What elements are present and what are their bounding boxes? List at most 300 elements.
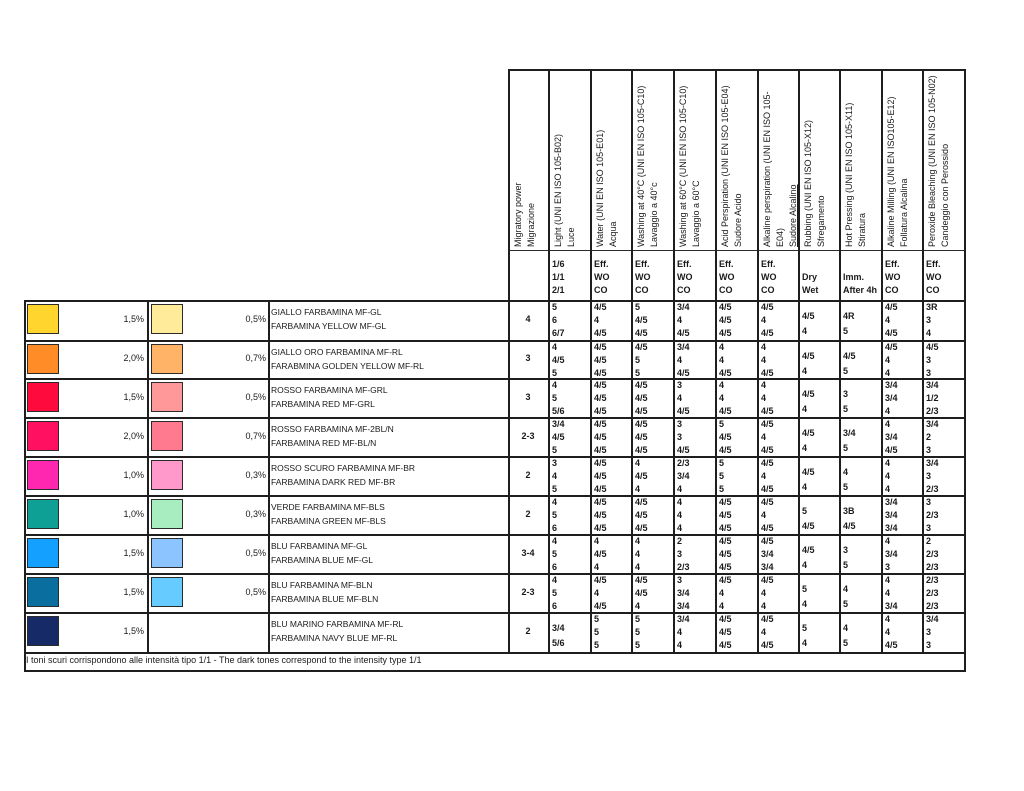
- rating-value: 4/5: [594, 471, 607, 481]
- subheader-label: CO: [677, 285, 691, 295]
- rating-value: 2/3: [926, 588, 939, 598]
- rating-value: 4/5: [594, 393, 607, 403]
- dark-tone-swatch: [27, 499, 59, 529]
- rating-cell: [885, 418, 898, 457]
- rating-value: 4/5: [635, 445, 648, 455]
- column-header: [843, 103, 869, 247]
- rating-value: 4: [761, 471, 767, 481]
- rating-value: 4/5: [677, 328, 690, 338]
- rating-cell: [594, 341, 607, 380]
- rating-value: 4/5: [719, 497, 732, 507]
- rating-cell: [843, 387, 848, 417]
- rating-value: 4/5: [761, 445, 774, 455]
- rating-value: 4: [594, 562, 600, 572]
- rating-value: 4/5: [802, 545, 815, 555]
- grid-line: [508, 69, 510, 300]
- rating-value: 5: [802, 506, 808, 516]
- rating-value: 3/4: [885, 510, 898, 520]
- rating-value: 4: [761, 355, 767, 365]
- rating-value: 3/4: [885, 549, 898, 559]
- dye-name: [271, 617, 403, 645]
- subheader-label: Eff.: [885, 259, 900, 269]
- rating-value: 5: [594, 627, 600, 637]
- column-header: [926, 75, 952, 247]
- dark-tone-percentage: 1,0%: [123, 508, 144, 519]
- subheader-label: 1/6: [552, 259, 565, 269]
- subheader-label: Imm.: [843, 272, 865, 282]
- rating-cell: [635, 301, 648, 340]
- column-header-line: Water (UNI EN ISO 105-E01): [595, 129, 605, 247]
- rating-value: 4: [552, 575, 558, 585]
- rating-value: 4: [677, 497, 683, 507]
- rating-cell: [885, 301, 898, 340]
- rating-cell: [552, 418, 565, 457]
- rating-value: 3R: [926, 302, 938, 312]
- rating-value: 4/5: [719, 302, 732, 312]
- rating-value: 4/5: [719, 368, 732, 378]
- rating-cell: [552, 574, 557, 613]
- rating-value: 2/3: [926, 575, 939, 585]
- rating-cell: [761, 418, 774, 457]
- rating-value: 4: [885, 458, 891, 468]
- dark-tone-swatch: [27, 382, 59, 412]
- footnote: I toni scuri corrispondono alle intensità tipo 1/1 - The dark tones correspond to the intensity type 1/1: [26, 655, 422, 665]
- column-header-line: Follatura Alcalina: [899, 178, 909, 247]
- rating-value: 4: [635, 549, 641, 559]
- rating-cell: [635, 613, 640, 652]
- dark-tone-percentage: 2,0%: [123, 430, 144, 441]
- rating-value: 4/5: [761, 640, 774, 650]
- rating-value: 4: [677, 640, 683, 650]
- rating-value: 3/4: [677, 588, 690, 598]
- rating-cell: [552, 621, 565, 651]
- column-subheader: [843, 271, 877, 297]
- rating-value: 3: [926, 355, 932, 365]
- rating-value: 5/6: [552, 638, 565, 648]
- rating-value: 4/5: [552, 355, 565, 365]
- rating-value: 4/5: [719, 328, 732, 338]
- grid-line: [24, 652, 966, 654]
- rating-value: 4/5: [843, 521, 856, 531]
- rating-value: 3: [926, 627, 932, 637]
- rating-value: 4: [761, 601, 767, 611]
- dark-tone-swatch: [27, 616, 59, 646]
- rating-value: 5: [552, 393, 558, 403]
- rating-value: 4/5: [635, 510, 648, 520]
- rating-value: 5: [802, 623, 808, 633]
- column-header: [719, 85, 745, 247]
- rating-value: 3/4: [677, 471, 690, 481]
- dye-name-italian: BLU FARBAMINA MF-BLN: [271, 580, 373, 590]
- rating-value: 4: [677, 484, 683, 494]
- rating-value: 4: [552, 536, 558, 546]
- rating-value: 4: [761, 510, 767, 520]
- light-tone-percentage: 0,5%: [245, 314, 266, 324]
- rating-value: 4: [552, 497, 558, 507]
- rating-cell: [677, 496, 682, 535]
- rating-value: 4R: [843, 311, 855, 321]
- rating-value: 2/3: [926, 510, 939, 520]
- rating-value: 3/4: [677, 302, 690, 312]
- rating-cell: [761, 457, 774, 496]
- rating-value: 3: [926, 497, 932, 507]
- rating-value: 4: [761, 588, 767, 598]
- migration-value: 2: [525, 469, 531, 480]
- rating-value: 4/5: [594, 575, 607, 585]
- rating-cell: [677, 341, 690, 380]
- rating-value: 3: [885, 562, 891, 572]
- rating-cell: [719, 496, 732, 535]
- subheader-label: Eff.: [635, 259, 650, 269]
- dye-name-english: FARBAMINA NAVY BLUE MF-RL: [271, 633, 398, 643]
- dye-name-italian: GIALLO ORO FARBAMINA MF-RL: [271, 347, 403, 357]
- rating-cell: [926, 535, 939, 574]
- column-header-line: Rubbing (UNI EN ISO 105-X12): [803, 119, 813, 247]
- dye-name: [271, 345, 424, 373]
- light-tone-swatch: [151, 460, 183, 490]
- dye-name: [271, 461, 415, 489]
- rating-cell: [885, 379, 898, 418]
- rating-value: 5: [719, 471, 725, 481]
- grid-line: [508, 69, 966, 71]
- rating-value: 4: [761, 315, 767, 325]
- column-header: [552, 134, 578, 247]
- rating-value: 4/5: [802, 351, 815, 361]
- rating-value: 5: [594, 614, 600, 624]
- rating-cell: [677, 457, 690, 496]
- rating-value: 4: [552, 380, 558, 390]
- rating-value: 5: [552, 484, 558, 494]
- rating-value: 4: [802, 560, 808, 570]
- column-header-line: E04): [775, 227, 785, 247]
- rating-cell: [843, 349, 856, 379]
- column-header-line: Light (UNI EN ISO 105-B02): [553, 133, 563, 247]
- migration-value: 3-4: [521, 547, 535, 558]
- rating-value: 4: [677, 627, 683, 637]
- rating-value: 5: [843, 443, 849, 453]
- rating-cell: [761, 341, 774, 380]
- subheader-label: WO: [677, 272, 693, 282]
- rating-value: 4/5: [677, 445, 690, 455]
- dye-name: [271, 383, 388, 411]
- rating-value: 4/5: [761, 419, 774, 429]
- column-subheader: [719, 258, 735, 297]
- rating-value: 3/4: [843, 428, 856, 438]
- rating-value: 4: [552, 471, 558, 481]
- rating-value: 3/4: [926, 380, 939, 390]
- rating-value: 4/5: [719, 549, 732, 559]
- dye-name-italian: BLU MARINO FARBAMINA MF-RL: [271, 619, 404, 629]
- column-header-line: Alkaline perspiration (UNI EN ISO 105-: [762, 91, 772, 247]
- rating-value: 5: [843, 404, 849, 414]
- grid-line: [508, 250, 966, 251]
- rating-value: 6: [552, 562, 558, 572]
- rating-value: 4/5: [885, 640, 898, 650]
- dark-tone-percentage: 2,0%: [123, 353, 144, 363]
- rating-cell: [761, 496, 774, 535]
- rating-value: 4: [677, 315, 683, 325]
- dark-tone-swatch: [27, 460, 59, 490]
- migration-value: 2-3: [521, 430, 535, 441]
- column-header-line: Sfregamento: [816, 195, 826, 247]
- rating-value: 3/4: [885, 380, 898, 390]
- rating-cell: [552, 457, 557, 496]
- column-header-line: Migratory power: [513, 182, 523, 247]
- rating-value: 4/5: [761, 523, 774, 533]
- rating-value: 4: [635, 536, 641, 546]
- rating-value: 4/5: [843, 351, 856, 361]
- rating-value: 4/5: [594, 368, 607, 378]
- rating-value: 4/5: [594, 523, 607, 533]
- column-subheader: [802, 271, 818, 297]
- dye-name-english: FARBAMINA BLUE MF-BLN: [271, 594, 379, 604]
- subheader-label: CO: [761, 285, 775, 295]
- rating-value: 4/5: [594, 497, 607, 507]
- rating-value: 4: [719, 355, 725, 365]
- rating-value: 4/5: [635, 497, 648, 507]
- rating-value: 4/5: [594, 601, 607, 611]
- rating-value: 4: [885, 355, 891, 365]
- rating-cell: [761, 574, 774, 613]
- light-tone-percentage: 0,7%: [245, 353, 266, 363]
- grid-line: [757, 69, 759, 300]
- rating-value: 3: [552, 458, 558, 468]
- rating-value: 4: [802, 599, 808, 609]
- rating-value: 4/5: [719, 614, 732, 624]
- rating-value: 5: [843, 599, 849, 609]
- rating-value: 2/3: [926, 601, 939, 611]
- rating-value: 4/5: [761, 368, 774, 378]
- rating-value: 3/4: [885, 497, 898, 507]
- rating-value: 4/5: [719, 536, 732, 546]
- light-tone-swatch: [151, 577, 183, 607]
- rating-value: 5: [552, 302, 558, 312]
- rating-cell: [677, 379, 690, 418]
- rating-value: 4: [677, 510, 683, 520]
- rating-cell: [885, 457, 890, 496]
- dark-tone-swatch: [27, 304, 59, 334]
- column-header-line: Acqua: [608, 221, 618, 247]
- rating-cell: [926, 457, 939, 496]
- rating-value: 5/6: [552, 406, 565, 416]
- rating-cell: [635, 496, 648, 535]
- dye-name-italian: ROSSO FARBAMINA MF-GRL: [271, 385, 388, 395]
- grid-line: [715, 69, 717, 300]
- rating-value: 4/5: [719, 640, 732, 650]
- rating-value: 4/5: [761, 406, 774, 416]
- rating-value: 2/3: [926, 562, 939, 572]
- subheader-label: 1/1: [552, 272, 565, 282]
- rating-value: 4: [719, 393, 725, 403]
- rating-value: 3: [926, 368, 932, 378]
- light-tone-percentage: 0,3%: [245, 469, 266, 480]
- rating-value: 3: [677, 419, 683, 429]
- rating-cell: [926, 341, 939, 380]
- rating-value: 2/3: [926, 549, 939, 559]
- rating-value: 5: [552, 510, 558, 520]
- rating-value: 4: [802, 404, 808, 414]
- rating-value: 6: [552, 523, 558, 533]
- rating-value: 3/4: [926, 458, 939, 468]
- subheader-label: CO: [594, 285, 608, 295]
- rating-value: 4: [761, 380, 767, 390]
- rating-value: 6: [552, 315, 558, 325]
- rating-value: 4/5: [594, 419, 607, 429]
- rating-value: 2: [926, 536, 932, 546]
- column-header: [885, 96, 911, 247]
- rating-value: 4/5: [719, 627, 732, 637]
- rating-value: 4: [885, 406, 891, 416]
- rating-cell: [761, 379, 774, 418]
- light-tone-swatch: [151, 538, 183, 568]
- rating-value: 4/5: [719, 432, 732, 442]
- migration-value: 3: [525, 391, 531, 402]
- rating-value: 4/5: [719, 575, 732, 585]
- rating-value: 4/5: [594, 406, 607, 416]
- rating-cell: [594, 379, 607, 418]
- rating-value: 3: [843, 389, 849, 399]
- migration-value: 4: [525, 314, 531, 324]
- rating-value: 4: [843, 467, 849, 477]
- rating-cell: [926, 301, 938, 340]
- rating-cell: [635, 418, 648, 457]
- column-header-line: Sudore Alcalino: [788, 184, 798, 247]
- rating-value: 4: [719, 342, 725, 352]
- rating-value: 4/5: [885, 328, 898, 338]
- rating-value: 4/5: [635, 406, 648, 416]
- rating-value: 5: [552, 368, 558, 378]
- light-tone-swatch: [151, 344, 183, 374]
- rating-cell: [843, 309, 855, 339]
- rating-value: 5: [635, 355, 641, 365]
- rating-cell: [719, 535, 732, 574]
- rating-value: 4/5: [635, 588, 648, 598]
- rating-value: 4/5: [719, 562, 732, 572]
- dye-name-english: FARBAMINA BLUE MF-GL: [271, 555, 374, 565]
- rating-cell: [926, 574, 939, 613]
- rating-value: 2: [677, 536, 683, 546]
- rating-value: 4/5: [594, 302, 607, 312]
- rating-cell: [802, 426, 815, 456]
- rating-cell: [843, 621, 848, 651]
- rating-value: 4: [635, 458, 641, 468]
- rating-value: 4/5: [761, 575, 774, 585]
- rating-value: 5: [552, 445, 558, 455]
- rating-cell: [677, 535, 690, 574]
- dark-tone-percentage: 1,5%: [123, 314, 144, 324]
- subheader-label: CO: [885, 285, 899, 295]
- rating-value: 3/4: [885, 601, 898, 611]
- subheader-label: Eff.: [719, 259, 734, 269]
- rating-cell: [635, 341, 648, 380]
- dark-tone-percentage: 1,0%: [123, 469, 144, 480]
- rating-value: 4: [761, 627, 767, 637]
- rating-cell: [719, 574, 732, 613]
- rating-value: 4/5: [802, 521, 815, 531]
- rating-cell: [594, 496, 607, 535]
- rating-value: 4: [677, 393, 683, 403]
- rating-value: 3/4: [926, 614, 939, 624]
- rating-cell: [802, 582, 807, 612]
- column-header-line: Lavaggio a 60°C: [691, 180, 701, 247]
- rating-cell: [761, 613, 774, 652]
- subheader-label: After 4h: [843, 285, 878, 295]
- rating-value: 4/5: [594, 432, 607, 442]
- dark-tone-percentage: 1,5%: [123, 547, 144, 558]
- dark-tone-swatch: [27, 344, 59, 374]
- migration-value: 2-3: [521, 586, 535, 597]
- rating-value: 3: [926, 640, 932, 650]
- rating-cell: [594, 613, 599, 652]
- rating-value: 4/5: [594, 484, 607, 494]
- rating-cell: [635, 574, 648, 613]
- rating-cell: [552, 535, 557, 574]
- rating-value: 4/5: [761, 458, 774, 468]
- subheader-label: Eff.: [926, 259, 941, 269]
- subheader-label: CO: [719, 285, 733, 295]
- rating-value: 4: [885, 588, 891, 598]
- subheader-label: WO: [594, 272, 610, 282]
- rating-value: 4: [885, 627, 891, 637]
- light-tone-percentage: 0,3%: [245, 508, 266, 519]
- rating-value: 4: [843, 623, 849, 633]
- rating-cell: [719, 418, 732, 457]
- rating-value: 4/5: [635, 328, 648, 338]
- rating-value: 4: [761, 342, 767, 352]
- subheader-label: Eff.: [677, 259, 692, 269]
- rating-value: 5: [843, 560, 849, 570]
- rating-value: 3: [677, 575, 683, 585]
- rating-cell: [802, 465, 815, 495]
- grid-line: [548, 69, 550, 300]
- rating-cell: [552, 496, 557, 535]
- rating-value: 4: [677, 523, 683, 533]
- rating-value: 4: [885, 315, 891, 325]
- rating-value: 4: [719, 380, 725, 390]
- rating-value: 5: [719, 458, 725, 468]
- rating-value: 4/5: [594, 355, 607, 365]
- rating-cell: [802, 349, 815, 379]
- light-tone-percentage: 0,5%: [245, 391, 266, 402]
- subheader-label: Eff.: [594, 259, 609, 269]
- rating-value: 5: [552, 588, 558, 598]
- rating-cell: [552, 341, 565, 380]
- column-subheader: [635, 258, 651, 297]
- column-header: [761, 91, 800, 247]
- grid-line: [964, 300, 966, 670]
- grid-line: [881, 69, 883, 300]
- rating-value: 5: [635, 302, 641, 312]
- rating-value: 4/5: [594, 458, 607, 468]
- rating-value: 3/4: [885, 393, 898, 403]
- rating-value: 5: [552, 549, 558, 559]
- rating-value: 3: [677, 380, 683, 390]
- column-subheader: [926, 258, 942, 297]
- rating-value: 4/5: [635, 315, 648, 325]
- rating-cell: [885, 574, 898, 613]
- column-header-line: Peroxide Bleaching (UNI EN ISO 105-N02): [927, 75, 937, 247]
- rating-value: 4/5: [802, 467, 815, 477]
- rating-value: 4: [635, 601, 641, 611]
- rating-cell: [802, 504, 815, 534]
- subheader-label: WO: [885, 272, 901, 282]
- rating-value: 2/3: [926, 484, 939, 494]
- column-header-line: Migrazione: [526, 202, 536, 247]
- rating-cell: [843, 582, 848, 612]
- rating-value: 4: [677, 355, 683, 365]
- rating-value: 5: [843, 326, 849, 336]
- rating-value: 5: [635, 368, 641, 378]
